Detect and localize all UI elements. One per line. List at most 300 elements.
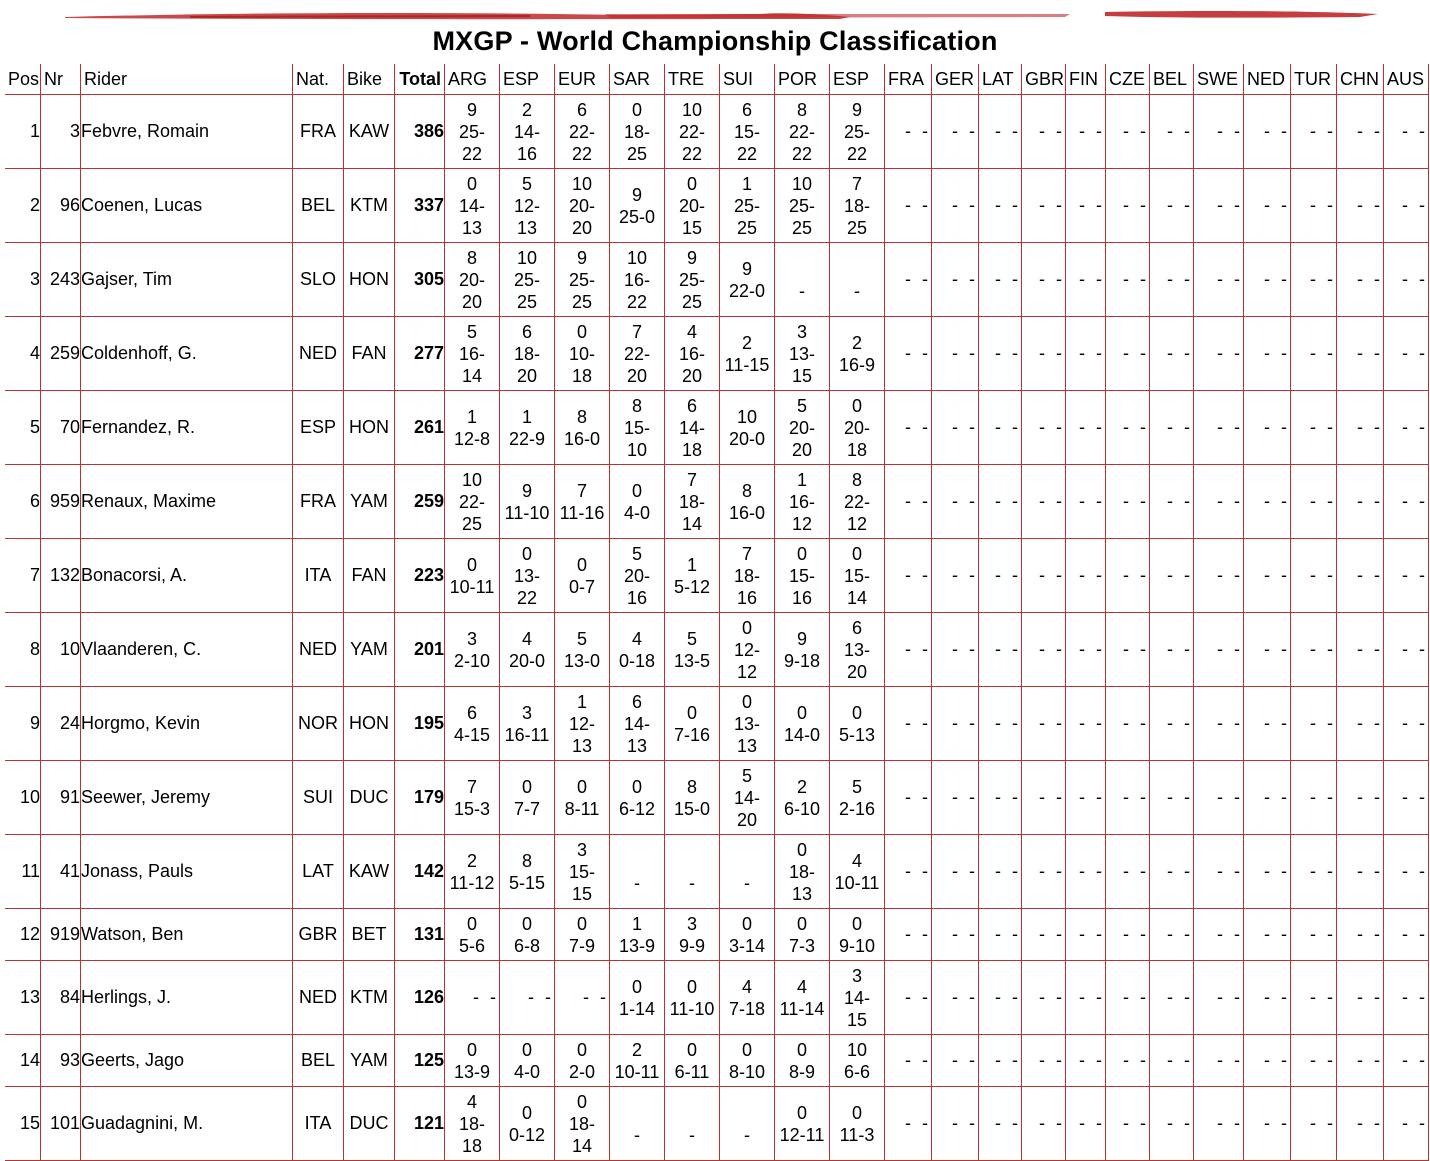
table-row [5, 539, 1429, 613]
result-line: 20- [788, 417, 815, 438]
result-line: 20 [461, 291, 483, 312]
cell-result-empty: - - [1150, 169, 1194, 243]
result-line: 14- [843, 987, 870, 1008]
cell-result-empty: - - [979, 613, 1022, 687]
cell-result-empty: - - [1106, 613, 1150, 687]
result-line: 4 [466, 1091, 477, 1112]
cell-result-empty: - - [1150, 465, 1194, 539]
cell-nat: NED [293, 961, 344, 1035]
cell-result-empty: - - [1066, 95, 1106, 169]
table-row [5, 761, 1429, 835]
result-line: 10- [568, 343, 595, 364]
result-line: 15- [843, 565, 870, 586]
result-line: 16- [788, 491, 815, 512]
cell-result [500, 243, 555, 317]
cell-result [720, 465, 775, 539]
cell-result-empty: - - [1384, 243, 1429, 317]
result-line: 18- [458, 1113, 485, 1134]
cell-bike: KAW [344, 835, 395, 909]
table-row [5, 465, 1429, 539]
result-line: 16 [736, 587, 758, 608]
result-line: 13-5 [673, 650, 711, 671]
header-event: ESP [500, 64, 555, 95]
cell-result [610, 317, 665, 391]
result-line: 3 [796, 321, 807, 342]
result-line: 11-12 [449, 872, 495, 893]
cell-result-empty: - - [1384, 909, 1429, 961]
cell-result [555, 539, 610, 613]
cell-result-empty: - - [1337, 613, 1384, 687]
header-bike: Bike [344, 64, 395, 95]
header-event: CZE [1106, 64, 1150, 95]
cell-result [445, 687, 500, 761]
cell-result-empty: - - [1244, 961, 1291, 1035]
result-line: 6 [466, 702, 477, 723]
result-line: 3 [521, 702, 532, 723]
result-line: 22- [788, 121, 815, 142]
result-line: 16-9 [838, 354, 876, 375]
cell-result [500, 835, 555, 909]
cell-result-empty: - - [1337, 1035, 1384, 1087]
result-line: 2 [521, 99, 532, 120]
cell-result-empty: - - [1150, 95, 1194, 169]
result-line: 4-15 [453, 724, 491, 745]
result-line: 0 [631, 776, 642, 797]
cell-result-empty: - - [1106, 1035, 1150, 1087]
result-line: 7-9 [568, 935, 595, 956]
table-row [5, 1087, 1429, 1161]
result-line: 0 [466, 913, 477, 934]
cell-result-empty: - - [1244, 243, 1291, 317]
cell-nr: 919 [41, 909, 81, 961]
cell-result-empty: - - [1244, 539, 1291, 613]
cell-result-empty: - - [1106, 243, 1150, 317]
cell-result [445, 613, 500, 687]
result-line: 8 [741, 480, 752, 501]
cell-result [500, 613, 555, 687]
result-line [610, 850, 664, 872]
cell-result-empty: - - [1337, 1087, 1384, 1161]
cell-result-empty: - - [1244, 909, 1291, 961]
result-line: 25 [736, 217, 758, 238]
result-line: 0 [851, 913, 862, 934]
result-line: 6-8 [513, 935, 540, 956]
cell-nat: BEL [293, 169, 344, 243]
cell-result-empty: - - [1106, 539, 1150, 613]
result-line: 6-6 [843, 1061, 870, 1082]
result-line: 15 [846, 1009, 868, 1030]
result-line: 0 [741, 1039, 752, 1060]
cell-result [500, 1035, 555, 1087]
cell-result [665, 761, 720, 835]
cell-result-empty: - - [1150, 317, 1194, 391]
result-line: 12 [736, 661, 758, 682]
cell-result [775, 909, 830, 961]
cell-nat: SUI [293, 761, 344, 835]
cell-pos: 10 [5, 761, 41, 835]
cell-result-empty: - - [1194, 687, 1244, 761]
cell-result-empty: - - [1022, 1035, 1066, 1087]
cell-rider: Jonass, Pauls [81, 835, 293, 909]
cell-result-empty: - - [1106, 687, 1150, 761]
cell-result [665, 539, 720, 613]
cell-result-empty: - - [1291, 613, 1337, 687]
cell-result-empty: - - [1022, 1087, 1066, 1161]
cell-result-empty: - - [885, 539, 932, 613]
result-line: 0 [576, 321, 587, 342]
cell-total: 259 [395, 465, 445, 539]
result-line: 16-0 [563, 428, 601, 449]
cell-result-empty: - - [1022, 539, 1066, 613]
page-title: MXGP - World Championship Classification [432, 26, 998, 56]
cell-result-empty: - - [885, 961, 932, 1035]
result-line: 8 [796, 99, 807, 120]
result-line: 13- [843, 639, 870, 660]
cell-result-empty: - - [1384, 169, 1429, 243]
result-line: 25 [461, 513, 483, 534]
cell-result-empty: - - [1066, 539, 1106, 613]
header-event: FRA [885, 64, 932, 95]
result-line: 0-18 [618, 650, 656, 671]
cell-result [555, 465, 610, 539]
cell-result-empty: - - [979, 243, 1022, 317]
cell-result [830, 835, 885, 909]
result-line: 6 [686, 395, 697, 416]
result-line: 20- [843, 417, 870, 438]
cell-nat: BEL [293, 1035, 344, 1087]
cell-result-empty: - - [979, 169, 1022, 243]
result-line: 6 [741, 99, 752, 120]
result-line: 3 [686, 913, 697, 934]
result-line: 25- [568, 269, 595, 290]
result-line: 5 [741, 765, 752, 786]
cell-result [610, 961, 665, 1035]
cell-result-empty: - - [932, 909, 979, 961]
result-line: 10 [681, 99, 703, 120]
result-line: 15- [733, 121, 760, 142]
cell-result-empty: - - [1337, 539, 1384, 613]
cell-result-empty: - - [1291, 687, 1337, 761]
cell-nat: FRA [293, 465, 344, 539]
cell-result-empty: - - [1150, 761, 1194, 835]
result-line: 18- [568, 1113, 595, 1134]
cell-result-empty: - - [885, 243, 932, 317]
result-line: 2 [466, 850, 477, 871]
cell-result-empty: - - [1194, 539, 1244, 613]
cell-result-empty: - - [1150, 539, 1194, 613]
cell-result [665, 243, 720, 317]
cell-result-empty: - - [1291, 835, 1337, 909]
cell-total: 305 [395, 243, 445, 317]
result-line: 25- [788, 195, 815, 216]
cell-result-empty: - - [1244, 169, 1291, 243]
cell-result [830, 909, 885, 961]
result-line: 18- [623, 121, 650, 142]
result-line: 25 [571, 291, 593, 312]
cell-result-empty: - - [1022, 391, 1066, 465]
cell-result-empty: - - [979, 95, 1022, 169]
result-line: 0 [576, 1039, 587, 1060]
result-line: - [689, 872, 695, 893]
cell-nr: 70 [41, 391, 81, 465]
result-line: 16 [791, 587, 813, 608]
cell-result [665, 909, 720, 961]
cell-result-empty: - - [932, 961, 979, 1035]
result-line: 0 [851, 1102, 862, 1123]
cell-result [555, 95, 610, 169]
cell-result [610, 613, 665, 687]
result-line: 14- [458, 195, 485, 216]
cell-pos: 3 [5, 243, 41, 317]
result-line: 9 [466, 99, 477, 120]
cell-rider: Seewer, Jeremy [81, 761, 293, 835]
result-line: 14 [571, 1135, 593, 1156]
cell-bike: FAN [344, 539, 395, 613]
result-line: 25 [681, 291, 703, 312]
cell-result-empty: - - [1291, 465, 1337, 539]
cell-nat: NED [293, 317, 344, 391]
result-line: 22- [678, 121, 705, 142]
result-line: 25- [678, 269, 705, 290]
cell-result-empty: - - [1106, 761, 1150, 835]
result-line: 8 [576, 406, 587, 427]
cell-nr: 959 [41, 465, 81, 539]
cell-result-empty: - - [1291, 243, 1337, 317]
cell-result-empty: - - [1194, 1087, 1244, 1161]
cell-result-empty: - - [1022, 687, 1066, 761]
cell-result-empty: - - [1337, 761, 1384, 835]
cell-result [830, 761, 885, 835]
result-line: 12- [733, 639, 760, 660]
result-line: 0 [796, 702, 807, 723]
cell-result [720, 761, 775, 835]
result-line: 25- [733, 195, 760, 216]
cell-result-empty: - - [1194, 961, 1244, 1035]
cell-nr: 91 [41, 761, 81, 835]
cell-bike: BET [344, 909, 395, 961]
cell-result-empty: - - [932, 169, 979, 243]
cell-result-empty: - - [1244, 613, 1291, 687]
result-line: 5 [686, 628, 697, 649]
result-line: 2 [851, 332, 862, 353]
cell-result-empty: - - [1066, 687, 1106, 761]
result-line: 0 [741, 913, 752, 934]
classification-table [5, 64, 1429, 1161]
result-line: 0 [631, 480, 642, 501]
cell-nat: GBR [293, 909, 344, 961]
result-line: 11-10 [669, 998, 715, 1019]
cell-total: 386 [395, 95, 445, 169]
result-line: 4-0 [513, 1061, 540, 1082]
cell-pos: 2 [5, 169, 41, 243]
cell-result-empty: - - [1291, 1087, 1337, 1161]
result-line: 4 [686, 321, 697, 342]
cell-result [445, 391, 500, 465]
cell-result [665, 687, 720, 761]
result-line: 8-10 [728, 1061, 766, 1082]
cell-result [775, 317, 830, 391]
cell-nr: 132 [41, 539, 81, 613]
result-line: 6 [576, 99, 587, 120]
result-line: 16 [516, 143, 538, 164]
cell-total: 142 [395, 835, 445, 909]
result-line: 14- [678, 417, 705, 438]
cell-result-empty: - - [1337, 961, 1384, 1035]
result-line: 10 [516, 247, 538, 268]
result-line [610, 1102, 664, 1124]
cell-bike: YAM [344, 613, 395, 687]
cell-result [720, 687, 775, 761]
cell-result-empty: - - [1194, 1035, 1244, 1087]
cell-pos: 15 [5, 1087, 41, 1161]
table-row [5, 961, 1429, 1035]
cell-result-empty: - - [979, 465, 1022, 539]
cell-result-empty: - - [1291, 95, 1337, 169]
cell-pos: 7 [5, 539, 41, 613]
result-line: 15 [571, 883, 593, 904]
header-pos: Pos [5, 64, 41, 95]
cell-result [720, 1035, 775, 1087]
cell-result-empty: - - [1066, 465, 1106, 539]
cell-result-empty: - - [1337, 169, 1384, 243]
cell-result [720, 539, 775, 613]
cell-result-empty: - - [1066, 761, 1106, 835]
cell-result [500, 1087, 555, 1161]
cell-result-empty: - - [1066, 613, 1106, 687]
result-line: 10 [736, 406, 758, 427]
result-line: 0 [521, 1039, 532, 1060]
cell-result [830, 317, 885, 391]
cell-result-empty: - - [555, 961, 610, 1035]
cell-result [445, 909, 500, 961]
result-line: 5 [576, 628, 587, 649]
cell-result [555, 391, 610, 465]
result-line: 5 [851, 776, 862, 797]
header-event: CHN [1337, 64, 1384, 95]
cell-result [775, 95, 830, 169]
cell-result-empty: - - [1150, 909, 1194, 961]
result-line: 10-11 [449, 576, 495, 597]
result-line: 22-0 [728, 280, 766, 301]
cell-result [500, 169, 555, 243]
result-line: 0 [686, 702, 697, 723]
result-line: 25 [516, 291, 538, 312]
result-line: 12 [846, 513, 868, 534]
result-line: 15- [623, 417, 650, 438]
cell-result-empty: - - [932, 465, 979, 539]
cell-bike: FAN [344, 317, 395, 391]
cell-nat: ESP [293, 391, 344, 465]
cell-nat: ITA [293, 539, 344, 613]
result-line: 8-9 [788, 1061, 815, 1082]
cell-bike: KAW [344, 95, 395, 169]
result-line: 4-0 [623, 502, 650, 523]
result-line: 5 [796, 395, 807, 416]
result-line: 16- [678, 343, 705, 364]
cell-result-empty: - - [1337, 391, 1384, 465]
result-line: 15- [788, 565, 815, 586]
result-line: 8-11 [564, 798, 600, 819]
cell-result [665, 961, 720, 1035]
cell-result [555, 761, 610, 835]
cell-result-empty: - - [1384, 613, 1429, 687]
cell-result [720, 835, 775, 909]
cell-total: 337 [395, 169, 445, 243]
result-line: 0 [796, 1039, 807, 1060]
cell-result-empty: - - [1244, 95, 1291, 169]
cell-result [720, 95, 775, 169]
cell-result-empty: - - [1106, 465, 1150, 539]
cell-pos: 13 [5, 961, 41, 1035]
result-line: 22 [681, 143, 703, 164]
result-line: 22 [791, 143, 813, 164]
cell-bike: HON [344, 687, 395, 761]
result-line: 3 [466, 628, 477, 649]
cell-result-empty: - - [979, 1035, 1022, 1087]
cell-result-empty: - - [1106, 909, 1150, 961]
result-line: 5 [631, 543, 642, 564]
cell-result [610, 539, 665, 613]
result-line: 9-18 [783, 650, 821, 671]
cell-rider: Bonacorsi, A. [81, 539, 293, 613]
cell-result-empty: - - [885, 1087, 932, 1161]
result-line: 18- [678, 491, 705, 512]
result-line: 8 [631, 395, 642, 416]
result-line: 6 [521, 321, 532, 342]
result-line: 16-11 [504, 724, 550, 745]
result-line: 25 [626, 143, 648, 164]
cell-result [665, 169, 720, 243]
cell-result-empty: - - [1106, 1087, 1150, 1161]
cell-result-empty: - - [1291, 1035, 1337, 1087]
result-line: 1 [631, 913, 642, 934]
cell-result-empty: - - [979, 539, 1022, 613]
cell-result [775, 613, 830, 687]
cell-result-empty: - - [500, 961, 555, 1035]
result-line: 7 [686, 469, 697, 490]
cell-result-empty: - - [1194, 391, 1244, 465]
cell-result [720, 613, 775, 687]
cell-result [500, 687, 555, 761]
cell-result [555, 317, 610, 391]
cell-rider: Geerts, Jago [81, 1035, 293, 1087]
cell-result-empty: - - [1194, 465, 1244, 539]
cell-pos: 11 [5, 835, 41, 909]
result-line: 7-7 [513, 798, 540, 819]
cell-nr: 24 [41, 687, 81, 761]
cell-result [610, 465, 665, 539]
result-line: 22- [458, 491, 485, 512]
header-event: LAT [979, 64, 1022, 95]
header-event: SWE [1194, 64, 1244, 95]
cell-result-empty: - - [1384, 761, 1429, 835]
cell-result [775, 961, 830, 1035]
cell-result-empty: - - [1194, 317, 1244, 391]
result-line: 11-16 [559, 502, 605, 523]
cell-result-empty: - - [1291, 391, 1337, 465]
result-line: 20- [678, 195, 705, 216]
cell-nat: LAT [293, 835, 344, 909]
result-line: 22 [461, 143, 483, 164]
result-line: 16 [626, 587, 648, 608]
cell-result-empty: - - [1066, 1035, 1106, 1087]
cell-total: 201 [395, 613, 445, 687]
result-line: 4 [631, 628, 642, 649]
cell-result [775, 1035, 830, 1087]
result-line: 13-9 [453, 1061, 491, 1082]
cell-result [665, 317, 720, 391]
cell-result-empty: - - [1291, 169, 1337, 243]
